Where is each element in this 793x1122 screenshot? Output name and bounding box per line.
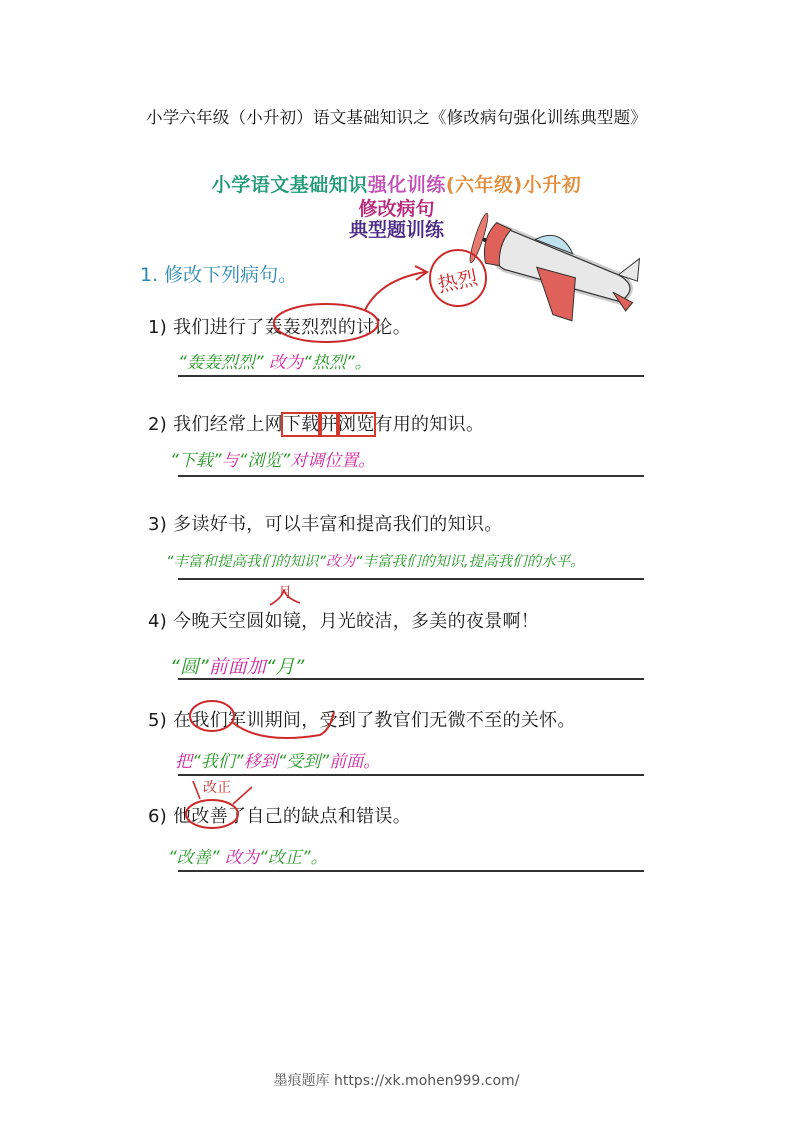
question-number: 1) (148, 317, 168, 338)
answer-line (178, 578, 644, 580)
question-6: 6) 他改善了自己的缺点和错误。 (148, 806, 412, 827)
question-4: 4) 今晚天空圆如镜，月光皎洁，多美的夜景啊！ (148, 611, 540, 632)
answer-line (178, 870, 644, 872)
marked-phrase: 改善 (191, 806, 229, 827)
question-5: 5) 在我们军训期间，受到了教官们无微不至的关怀。 (148, 710, 576, 731)
question-number: 4) (148, 611, 168, 632)
marked-phrase: 轰轰烈烈 (264, 317, 338, 338)
answer-line (178, 678, 644, 680)
boxed-word: 并 (319, 414, 338, 435)
annotation-text: 热烈 (435, 265, 480, 298)
circle-mark (430, 250, 486, 306)
insertion-annotation: 月 (278, 585, 292, 601)
arrow-mark (365, 272, 425, 310)
banner-title-part3: (六年级)小升初 (445, 174, 582, 196)
question-number: 2) (148, 414, 168, 435)
answer-line (178, 375, 644, 377)
question-2: 2) 我们经常上网下载并浏览有用的知识。 (148, 414, 485, 435)
document-title: 小学六年级（小升初）语文基础知识之《修改病句强化训练典型题》 (146, 108, 647, 127)
correction-annotation: 改正 (203, 780, 231, 796)
question-3: 3) 多读好书，可以丰富和提高我们的知识。 (148, 514, 503, 535)
answer-line (178, 774, 644, 776)
question-number: 3) (148, 514, 168, 535)
answer-5: 把“我们”移到“受到”前面。 (175, 752, 381, 772)
answer-4: “圆”前面加“月” (170, 656, 305, 678)
answer-1: “轰轰烈烈” 改为“热烈”。 (178, 353, 372, 373)
marked-phrase: 我们 (191, 710, 229, 731)
section-heading: 1. 修改下列病句。 (140, 264, 298, 286)
question-text-after: 的讨论。 (337, 317, 412, 338)
question-number: 6) (148, 806, 168, 827)
question-number: 5) (148, 710, 168, 731)
boxed-word: 浏览 (337, 414, 375, 435)
question-text-before: 我们进行了 (173, 317, 265, 338)
banner-title-part1: 小学语文基础知识 (211, 174, 368, 196)
answer-2: “下载”与“浏览”对调位置。 (170, 451, 376, 471)
banner-subtitle: 修改病句 (358, 198, 435, 220)
boxed-word: 下载 (282, 414, 320, 435)
answer-line (178, 475, 644, 477)
banner-subtitle-2: 典型题训练 (348, 219, 444, 241)
question-1 (148, 313, 411, 339)
answer-6: “改善” 改为“改正”。 (168, 848, 328, 868)
answer-3: “丰富和提高我们的知识”改为“丰富我们的知识,提高我们的水平。 (166, 554, 585, 570)
banner-title-part2: 强化训练 (367, 174, 446, 196)
banner-title (0, 170, 793, 197)
footer-watermark: 墨痕题库 https://xk.mohen999.com/ (273, 1073, 520, 1089)
